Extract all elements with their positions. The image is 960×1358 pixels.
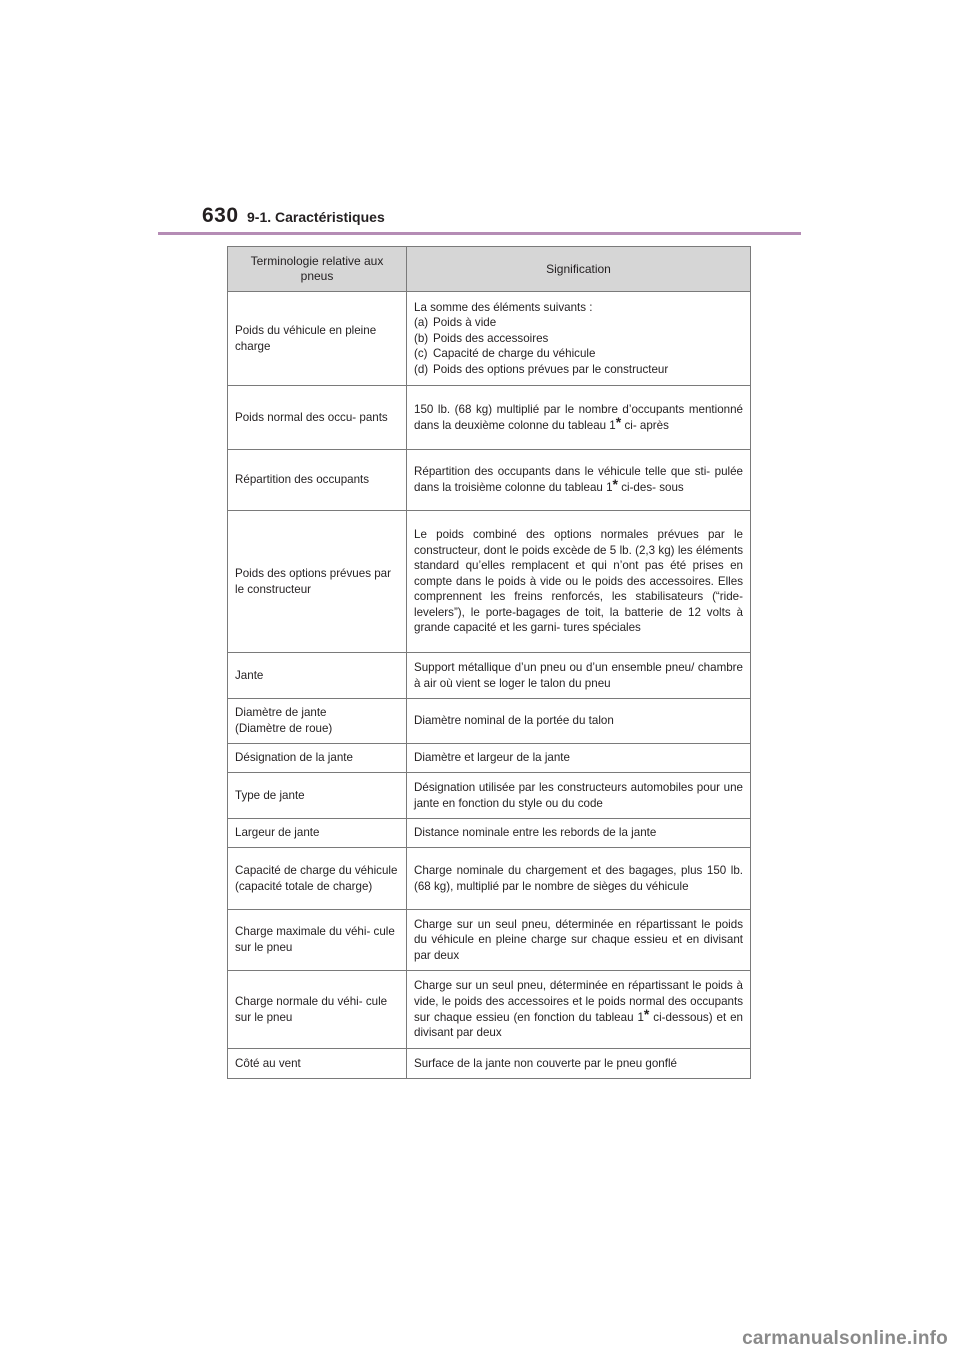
- meaning-cell: Support métallique d’un pneu ou d’un ensemble pneu/ chambre à air où vient se loger le talon du pneu: [407, 653, 751, 699]
- table-row: [228, 910, 751, 971]
- term-cell: Charge maximale du véhi- cule sur le pneu: [228, 910, 407, 971]
- footnote-star: *: [612, 476, 618, 492]
- table-row: [228, 699, 751, 744]
- meaning-cell: Charge sur un seul pneu, déterminée en répartissant le poids du véhicule en pleine charge sur chaque essieu et en divisant par deux: [407, 910, 751, 971]
- meaning-cell: Charge nominale du chargement et des bagages, plus 150 lb. (68 kg), multiplié par le nombre de sièges du véhicule: [407, 848, 751, 910]
- list-item: (c) Capacité de charge du véhicule: [414, 347, 596, 361]
- meaning-cell: Distance nominale entre les rebords de la jante: [407, 819, 751, 848]
- table-header-row: [228, 247, 751, 292]
- term-cell: Désignation de la jante: [228, 744, 407, 773]
- table-row: [228, 292, 751, 386]
- list-item: (a) Poids à vide: [414, 316, 497, 330]
- term-cell: Répartition des occupants: [228, 450, 407, 511]
- table-row: [228, 511, 751, 653]
- meaning-cell: [407, 292, 751, 386]
- table-row: [228, 386, 751, 450]
- term-cell: Largeur de jante: [228, 819, 407, 848]
- footnote-star: *: [615, 413, 622, 430]
- table-row: [228, 450, 751, 511]
- column-header-term: Terminologie relative aux pneus: [228, 247, 407, 292]
- table-row: [228, 819, 751, 848]
- table-row: [228, 848, 751, 910]
- term-cell: Jante: [228, 653, 407, 699]
- footnote-star: *: [643, 1005, 650, 1022]
- table-row: [228, 653, 751, 699]
- term-cell: Charge normale du véhi- cule sur le pneu: [228, 971, 407, 1049]
- meaning-cell: Diamètre et largeur de la jante: [407, 744, 751, 773]
- meaning-cell: Charge sur un seul pneu, déterminée en répartissant le poids à vide, le poids des accessoires et le poids normal des occupants sur chaque essieu (en fonction du tableau 1* ci-dessous) et en divisant par deux: [407, 971, 751, 1049]
- term-cell: Côté au vent: [228, 1049, 407, 1079]
- table-row: [228, 1049, 751, 1079]
- table-row: [228, 744, 751, 773]
- meaning-cell: Surface de la jante non couverte par le pneu gonflé: [407, 1049, 751, 1079]
- meaning-cell: Diamètre nominal de la portée du talon: [407, 699, 751, 744]
- watermark: carmanualsonline.info: [742, 1328, 948, 1349]
- table-row: [228, 773, 751, 819]
- meaning-cell: Le poids combiné des options normales prévues par le constructeur, dont le poids excède de 5 lb. (2,3 kg) les éléments standard qu’elles remplacent et qui n’ont pas été prises en compte dans le poids à vide ou le poids des accessoires. Elles comprennent les freins renforcés, les stabilisateurs (“ride-levelers”), le porte-bagages de toit, la batterie de 12 volts à grande capacité et les garni- tures spéciales: [407, 511, 751, 653]
- term-cell: Poids du véhicule en pleine charge: [228, 292, 407, 386]
- term-cell: Poids des options prévues par le constructeur: [228, 511, 407, 653]
- list-item: (d) Poids des options prévues par le constructeur: [414, 362, 669, 376]
- meaning-cell: 150 lb. (68 kg) multiplié par le nombre d’occupants mentionné dans la deuxième colonne du tableau 1* ci- après: [407, 386, 751, 450]
- tire-terminology-table: [227, 246, 751, 1079]
- page-header: [202, 204, 802, 234]
- page-number: 630: [202, 204, 239, 227]
- table-row: [228, 971, 751, 1049]
- term-cell: Type de jante: [228, 773, 407, 819]
- meaning-intro: La somme des éléments suivants :: [414, 300, 593, 314]
- section-title: 9-1. Caractéristiques: [247, 209, 385, 225]
- term-cell: Poids normal des occu- pants: [228, 386, 407, 450]
- term-cell: Diamètre de jante (Diamètre de roue): [228, 699, 407, 744]
- list-item: (b) Poids des accessoires: [414, 331, 549, 345]
- meaning-cell: Désignation utilisée par les constructeurs automobiles pour une jante en fonction du style ou du code: [407, 773, 751, 819]
- column-header-meaning: Signification: [407, 247, 751, 292]
- term-cell: Capacité de charge du véhicule (capacité totale de charge): [228, 848, 407, 910]
- header-rule: [158, 232, 801, 235]
- meaning-cell: Répartition des occupants dans le véhicule telle que sti- pulée dans la troisième colonne du tableau 1* ci-des- sous: [407, 450, 751, 511]
